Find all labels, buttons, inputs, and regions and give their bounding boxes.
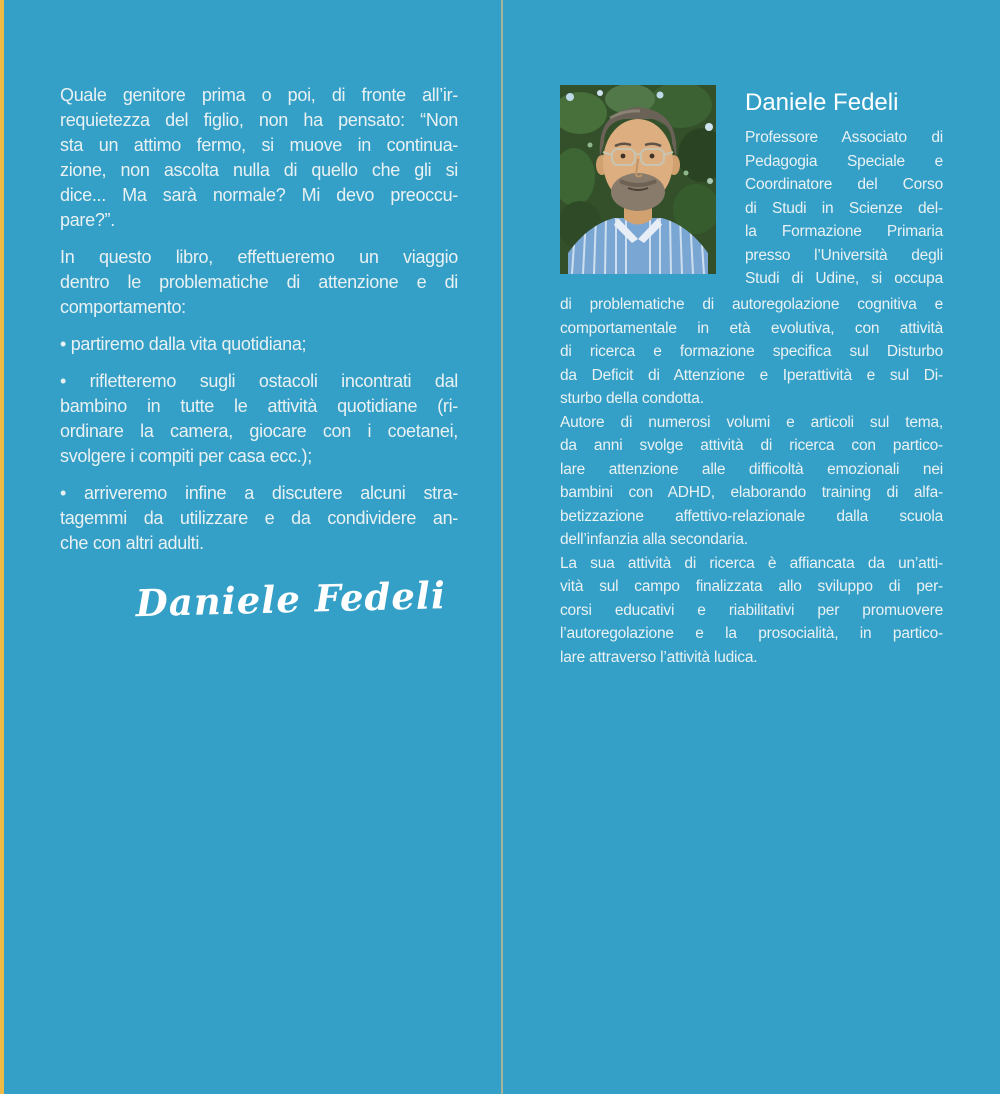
blurb-bullet-1: • partiremo dalla vita quotidiana; [60,334,307,354]
author-photo [560,85,716,274]
blurb-bullet-2: • rifletteremo sugli ostacoli incontrati dal bambino in tutte le attività quotidiane (ri- ordinare la camera, giocare con i coetanei, svolgere i compiti per casa ecc.); [60,371,458,466]
right-flap-author-bio [560,85,943,669]
author-bio-paragraph-1: di problematiche di autoregolazione cognitiva e comportamentale in età evolutiva, con attività di ricerca e formazione specifica sul Disturbo da Deficit di Attenzione e Iperattività e sul Di- sturbo della condotta. [560,296,943,407]
author-bio-paragraph-2: Autore di numerosi volumi e articoli sul tema, da anni svolge attività di ricerca con partico- lare attenzione alle difficoltà emozionali nei bambini con ADHD, elaborando training di alfa- betizzazione affettivo-relazionale dalla scuola dell’infanzia alla secondaria. [560,413,943,548]
author-signature: Daniele Fedeli [135,573,447,626]
author-info [745,85,943,293]
fold-divider-line [501,0,503,1094]
author-name: Daniele Fedeli [745,89,899,116]
author-header [560,85,943,293]
author-bio-paragraph-3: La sua attività di ricerca è affiancata da un’atti- vità sul campo finalizzata allo sviluppo di per- corsi educativi e riabilitativi per promuovere l’autoregolazione e la prosocialità, in partico- lare attraverso l’attività ludica. [560,554,943,666]
book-spine-strip [0,0,4,1094]
blurb-paragraph-intro: In questo libro, effettueremo un viaggio dentro le problematiche di attenzione e di comportamento: [60,247,458,317]
blurb-paragraph-question: Quale genitore prima o poi, di fronte all’ir- requietezza del figlio, non ha pensato: “Non sta un attimo fermo, si muove in continua- zione, non ascolta nulla di quello che gli si dice... Ma sarà normale? Mi devo preoccu- pare?”. [60,85,458,230]
blurb-bullet-3: • arriveremo infine a discutere alcuni stra- tagemmi da utilizzare e da condividere an- che con altri adulti. [60,483,458,553]
left-flap-blurb [60,83,458,626]
author-bio-intro: Professore Associato di Pedagogia Speciale e Coordinatore del Corso di Studi in Scienze del- la Formazione Primaria presso l’Università degli Studi di Udine, si occupa [745,129,943,287]
